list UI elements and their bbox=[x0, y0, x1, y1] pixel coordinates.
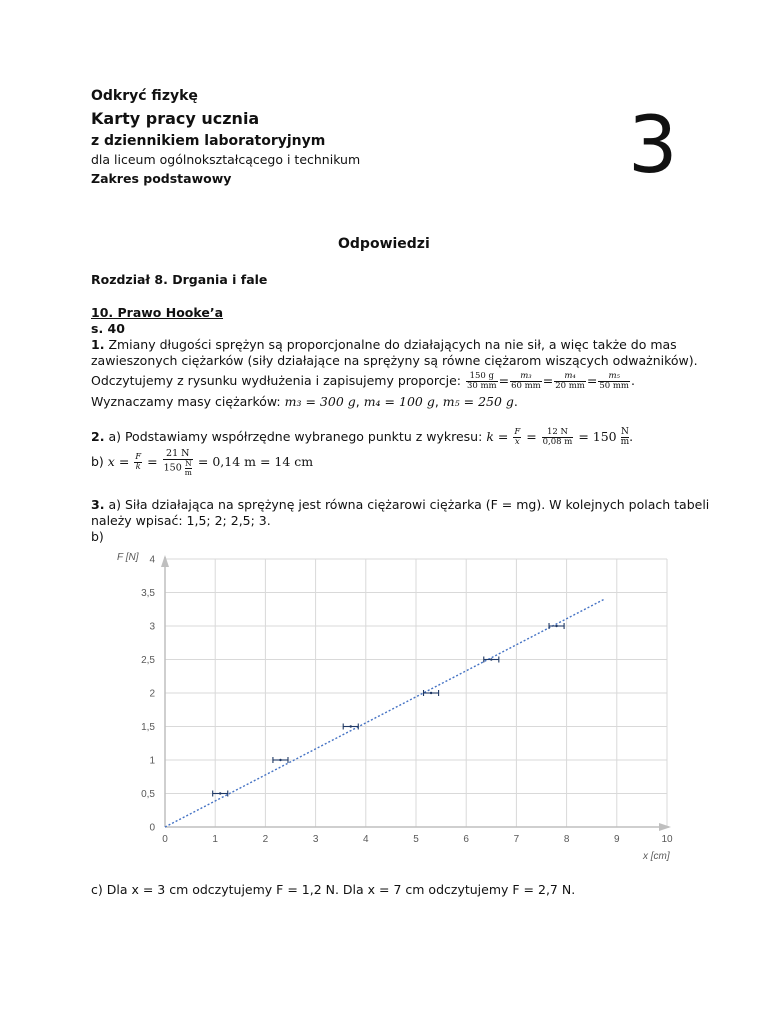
data-point bbox=[273, 757, 288, 763]
x-tick-label: 4 bbox=[363, 834, 369, 845]
q2-number: 2. bbox=[91, 429, 105, 444]
book-scope: Zakres podstawowy bbox=[91, 171, 232, 186]
data-point bbox=[424, 690, 439, 696]
q1-line1 bbox=[91, 337, 677, 353]
q1-line1-text: Zmiany długości sprężyn są proporcjonalne do działających na nie sił, a więc także do mas bbox=[108, 337, 677, 352]
x-tick-label: 9 bbox=[614, 834, 620, 845]
q2-b-x: x bbox=[107, 454, 115, 469]
y-tick-label: 3 bbox=[149, 621, 155, 633]
q1-frac-4: $\frac{\text{m₅}}{50 mm}$ bbox=[599, 371, 629, 391]
q1-line4-text: Wyznaczamy masy ciężarków: bbox=[91, 394, 281, 409]
x-tick-label: 5 bbox=[413, 834, 419, 845]
q1-line3-text: Odczytujemy z rysunku wydłużenia i zapisujemy proporcje: bbox=[91, 373, 461, 388]
page-ref: s. 40 bbox=[91, 321, 125, 336]
x-tick-label: 6 bbox=[463, 834, 469, 845]
topic-title: 10. Prawo Hooke’a bbox=[91, 305, 224, 320]
q3-line-a2: należy wpisać: 1,5; 2; 2,5; 3. bbox=[91, 513, 271, 528]
q1-m5: m₅ = 250 g bbox=[442, 394, 514, 409]
hooke-chart bbox=[0, 540, 768, 870]
y-tick-label: 4 bbox=[149, 554, 155, 566]
data-point bbox=[343, 724, 358, 730]
point-marker bbox=[430, 692, 432, 694]
y-tick-label: 3,5 bbox=[141, 588, 155, 599]
q3-b-label: b) bbox=[91, 529, 104, 544]
q1-frac-1: $\frac{150 g}{30 mm}$ bbox=[466, 371, 497, 391]
trendline bbox=[165, 599, 604, 827]
x-tick-label: 7 bbox=[513, 834, 520, 845]
q1-frac-2: $\frac{\text{m₃}}{60 mm}$ bbox=[511, 371, 541, 391]
q2-line-a: 2. a) Podstawiamy współrzędne wybranego punktu z wykresu: k = $\frac{F}{x}$ = $\frac{12 N}{0,08 m}$ = 150 $\frac{N}{m}$ . bbox=[91, 427, 634, 447]
y-tick-label: 0,5 bbox=[141, 789, 155, 800]
x-tick-label: 1 bbox=[212, 834, 218, 845]
point-marker bbox=[555, 625, 557, 627]
chart-trendline bbox=[165, 599, 604, 827]
volume-number: 3 bbox=[628, 101, 678, 191]
q1-line4: Wyznaczamy masy ciężarków: m₃ = 300 g, m₄ = 100 g, m₅ = 250 g. bbox=[91, 394, 518, 409]
point-marker bbox=[279, 759, 281, 761]
q3-a-line1: a) Siła działająca na sprężynę jest równa ciężarowi ciężarka (F = mg). W kolejnych polach tabeli bbox=[108, 497, 710, 512]
q1-line3: Odczytujemy z rysunku wydłużenia i zapisujemy proporcje: $\frac{150 g}{30 mm}$ = $\frac{\text{m₃}}{60 mm}$ = $\frac{\text{m₄}}{20 mm}$ = $\frac{\text{m₅}}{50 mm}$ . bbox=[91, 371, 635, 391]
section-title: Odpowiedzi bbox=[338, 236, 430, 252]
q1-number: 1. bbox=[91, 337, 105, 352]
book-series: Odkryć fizykę bbox=[91, 88, 198, 104]
x-tick-label: 2 bbox=[262, 834, 269, 845]
q2-b-result: = 0,14 m = 14 cm bbox=[197, 454, 314, 469]
x-tick-label: 3 bbox=[312, 834, 319, 845]
q2-b-frac2: 21 N 150 $\frac{N}{m}$ bbox=[163, 448, 192, 477]
book-audience: dla liceum ogólnokształcącego i technikum bbox=[91, 152, 361, 167]
q1-m4: m₄ = 100 g bbox=[363, 394, 435, 409]
data-point bbox=[484, 657, 499, 663]
y-tick-label: 0 bbox=[149, 822, 155, 834]
q2-b-frac1: $\frac{F}{k}$ bbox=[135, 452, 142, 472]
book-subtitle: z dziennikiem laboratoryjnym bbox=[91, 133, 326, 149]
q1-line2: zawieszonych ciężarków (siły działające na sprężyny są równe ciężarom wiszących odważników). bbox=[91, 353, 698, 368]
q2-b-label: b) bbox=[91, 454, 104, 469]
chapter-title: Rozdział 8. Drgania i fale bbox=[91, 272, 268, 287]
y-tick-label: 2,5 bbox=[141, 655, 155, 666]
q2-a-frac2: $\frac{12 N}{0,08 m}$ bbox=[542, 427, 573, 447]
q1-frac-3: $\frac{\text{m₄}}{20 mm}$ bbox=[555, 371, 585, 391]
x-tick-label: 0 bbox=[162, 834, 168, 845]
q2-a-text: a) Podstawiamy współrzędne wybranego punktu z wykresu: bbox=[108, 429, 483, 444]
book-title: Karty pracy ucznia bbox=[91, 109, 260, 128]
point-marker bbox=[350, 725, 352, 727]
chart-ticks bbox=[141, 555, 673, 846]
y-tick-label: 1,5 bbox=[141, 722, 155, 733]
q2-line-b: b) x = $\frac{F}{k}$ = 21 N 150 $\frac{N}{m}$ = 0,14 m = 14 cm bbox=[91, 448, 314, 477]
q1-m3: m₃ = 300 g bbox=[284, 394, 356, 409]
chart-grid bbox=[165, 559, 667, 827]
point-marker bbox=[219, 792, 221, 794]
q2-a-unit: $\frac{N}{m}$ bbox=[620, 427, 630, 447]
y-tick-label: 1 bbox=[149, 755, 155, 767]
q2-a-k: k bbox=[486, 429, 494, 444]
q2-a-result: 150 bbox=[592, 429, 617, 444]
chart-ylabel: F [N] bbox=[117, 552, 139, 563]
q3-c-text: c) Dla x = 3 cm odczytujemy F = 1,2 N. Dla x = 7 cm odczytujemy F = 2,7 N. bbox=[91, 882, 576, 897]
y-axis-arrow bbox=[161, 555, 169, 567]
x-tick-label: 8 bbox=[563, 834, 570, 845]
x-axis-arrow bbox=[659, 823, 671, 831]
point-marker bbox=[490, 658, 492, 660]
q2-a-frac1: $\frac{F}{x}$ bbox=[514, 427, 521, 447]
q3-number: 3. bbox=[91, 497, 105, 512]
y-tick-label: 2 bbox=[149, 688, 155, 700]
x-tick-label: 10 bbox=[661, 834, 673, 845]
chart-xlabel: x [cm] bbox=[643, 851, 670, 862]
q3-line-a1 bbox=[91, 497, 709, 513]
